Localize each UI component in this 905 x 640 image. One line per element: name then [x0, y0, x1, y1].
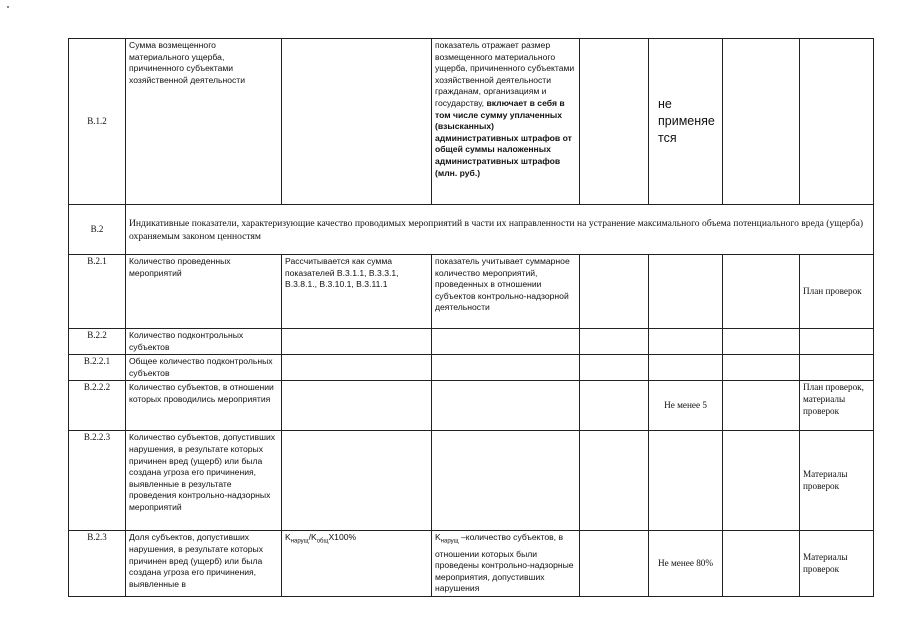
- empty-cell: [800, 329, 874, 355]
- formula-k-subscript: нарущ: [290, 539, 309, 546]
- table-row-b221: [69, 355, 874, 381]
- formula-k: K: [285, 532, 291, 543]
- target-cell: Не менее 5: [649, 381, 723, 431]
- table-row-b223: [69, 431, 874, 531]
- formula-cell: Рассчитывается как сумма показателей B.3.1.1, B.3.3.1, B.3.8.1., B.3.10.1, B.3.11.1: [282, 255, 432, 329]
- row-code: B.1.2: [69, 39, 126, 205]
- comment-cell: показатель учитывает суммарное количество мероприятий, проведенных в отношении субъектов контрольно-надзорной деятельности: [432, 255, 580, 329]
- section-heading-text: Индикативные показатели, характеризующие качество проводимых мероприятий в части их направленности на устранение максимального объема потенциального вреда (ущерба) охраняемым законом ценностям: [129, 217, 864, 242]
- row-code: B.2.2.3: [69, 431, 126, 531]
- table-row-b23: [69, 531, 874, 597]
- empty-cell: [723, 329, 800, 355]
- empty-cell: [282, 329, 432, 355]
- row-code: B.2.3: [69, 531, 126, 597]
- empty-cell: [580, 39, 649, 205]
- empty-cell: [649, 355, 723, 381]
- empty-cell: [432, 431, 580, 531]
- source-cell: План проверок, материалы проверок: [800, 381, 874, 431]
- empty-cell: [723, 255, 800, 329]
- indicator-name: Количество субъектов, допустивших нарушения, в результате которых причинен вред (ущерб) или была создана угроза его причинения, выявленные в результате проведения контрольно-надзорных мероприятий: [126, 431, 282, 531]
- indicator-name: Количество субъектов, в отношении которых проводились мероприятия: [126, 381, 282, 431]
- formula-cell: [282, 531, 432, 597]
- row-code: B.2.2: [69, 329, 126, 355]
- section-heading: [126, 205, 874, 255]
- indicator-name: Общее количество подконтрольных субъектов: [126, 355, 282, 381]
- formula-separator: /K: [308, 532, 317, 543]
- comment-text: показатель отражает размер возмещенного материального ущерба, причиненного субъектами хозяйственной деятельности гражданам, организациям и государству,: [435, 40, 575, 108]
- empty-cell: [580, 255, 649, 329]
- comment-k: K: [435, 532, 441, 543]
- formula-tail: X100%: [328, 532, 357, 543]
- target-cell: [649, 39, 723, 205]
- empty-cell: [432, 381, 580, 431]
- empty-cell: [723, 355, 800, 381]
- empty-cell: [723, 381, 800, 431]
- target-value: не применяется: [658, 97, 715, 145]
- indicator-name: Доля субъектов, допустивших нарушения, в результате которых причинен вред (ущерб) или была создана угроза его причинения, выявленные в: [126, 531, 282, 597]
- scan-speck: [7, 6, 9, 8]
- row-code: B.2.2.1: [69, 355, 126, 381]
- source-cell: Материалы проверок: [800, 431, 874, 531]
- source-cell: Материалы проверок: [800, 531, 874, 597]
- comment-k-subscript: нарущ: [440, 539, 459, 546]
- comment-text: –количество субъектов, в отношении которых были проведены контрольно-надзорные мероприятия, допустивших нарушения: [435, 532, 574, 594]
- table-row-b2: [69, 205, 874, 255]
- target-cell: Не менее 80%: [649, 531, 723, 597]
- empty-cell: [723, 531, 800, 597]
- formula-k2-subscript: общ: [316, 539, 329, 546]
- table-row-b22: [69, 329, 874, 355]
- empty-cell: [649, 431, 723, 531]
- target-cell: [649, 255, 723, 329]
- comment-cell: [432, 531, 580, 597]
- table-row-b21: [69, 255, 874, 329]
- source-cell: План проверок: [800, 255, 874, 329]
- row-code: B.2.2.2: [69, 381, 126, 431]
- row-code: B.2.1: [69, 255, 126, 329]
- row-code: B.2: [69, 205, 126, 255]
- empty-cell: [580, 431, 649, 531]
- empty-cell: [432, 329, 580, 355]
- comment-bold-text: включает в себя в том числе сумму уплаченных (взысканных) административных штрафов от общей суммы наложенных административных штрафов (млн. руб.): [435, 97, 572, 178]
- empty-cell: [282, 381, 432, 431]
- empty-cell: [282, 431, 432, 531]
- comment-cell: [432, 39, 580, 205]
- empty-cell: [580, 381, 649, 431]
- indicator-name: Количество проведенных мероприятий: [126, 255, 282, 329]
- indicator-name: Количество подконтрольных субъектов: [126, 329, 282, 355]
- empty-cell: [580, 355, 649, 381]
- empty-cell: [723, 39, 800, 205]
- indicators-table: [68, 38, 874, 597]
- empty-cell: [282, 355, 432, 381]
- empty-cell: [649, 329, 723, 355]
- source-cell: [800, 39, 874, 205]
- indicator-name: Сумма возмещенного материального ущерба, причиненного субъектами хозяйственной деятельности: [126, 39, 282, 205]
- empty-cell: [723, 431, 800, 531]
- formula-cell: [282, 39, 432, 205]
- empty-cell: [800, 355, 874, 381]
- empty-cell: [580, 531, 649, 597]
- empty-cell: [432, 355, 580, 381]
- table-row-b12: [69, 39, 874, 205]
- empty-cell: [580, 329, 649, 355]
- table-row-b222: [69, 381, 874, 431]
